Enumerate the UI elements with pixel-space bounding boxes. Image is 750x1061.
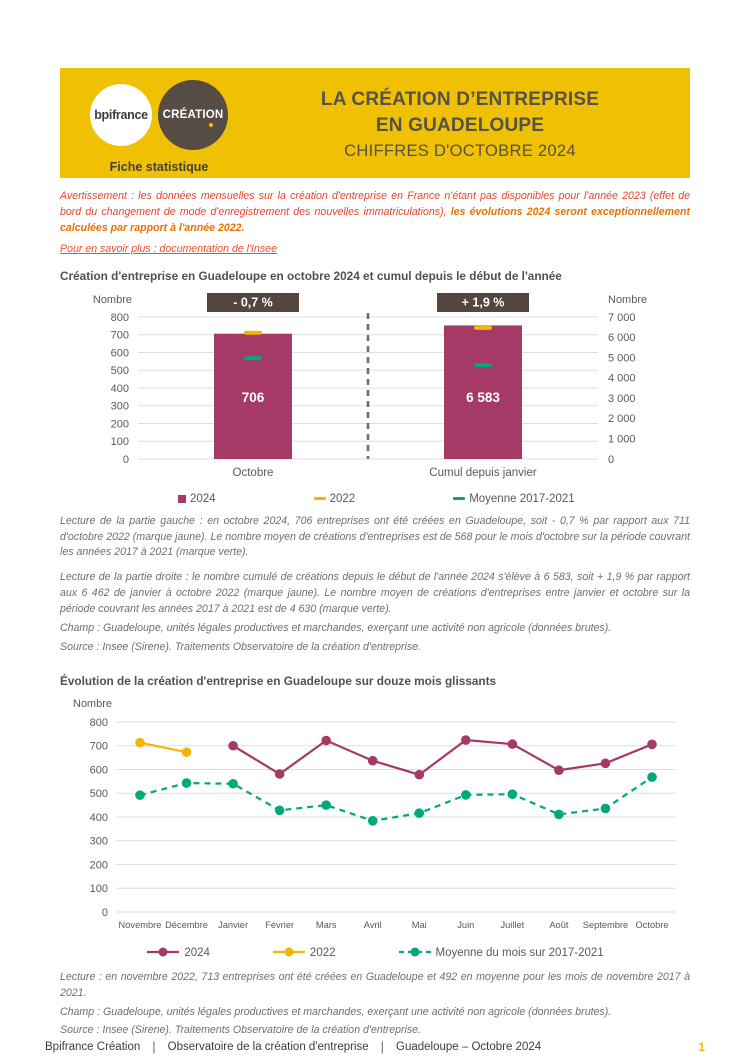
svg-text:3 000: 3 000	[608, 392, 636, 405]
svg-text:Cumul depuis janvier: Cumul depuis janvier	[429, 466, 537, 479]
page-footer	[45, 1039, 705, 1054]
page-number: 1	[698, 1039, 705, 1054]
line-chart-legend	[60, 946, 690, 961]
svg-text:300: 300	[110, 400, 129, 413]
svg-text:0: 0	[122, 453, 129, 466]
svg-text:6 583: 6 583	[466, 389, 500, 405]
legend-item-2024: 2024	[178, 493, 216, 505]
legend-item-2022: 2022	[314, 493, 356, 505]
svg-text:Novembre: Novembre	[118, 919, 162, 930]
line-chart	[60, 696, 690, 961]
champ-note-1: Champ : Guadeloupe, unités légales productives et marchandes, exerçant une activité non agricole (données brutes).	[60, 622, 612, 635]
svg-text:Avril: Avril	[363, 919, 382, 930]
svg-text:200: 200	[110, 417, 129, 430]
svg-text:Juillet: Juillet	[500, 919, 525, 930]
header-banner	[60, 68, 690, 178]
svg-text:6 000: 6 000	[608, 331, 636, 344]
legend-swatch-moyenne	[453, 497, 465, 500]
lecture-note-2: Lecture : en novembre 2022, 713 entreprises ont été créées en Guadeloupe et 492 en moyenne pour les mois de novembre 2017 à 2021.	[60, 970, 690, 999]
svg-text:Septembre: Septembre	[582, 919, 629, 930]
svg-text:5 000: 5 000	[608, 352, 636, 365]
footer-separator: |	[380, 1039, 385, 1055]
svg-text:Mars: Mars	[315, 919, 337, 930]
legend-swatch-2024	[178, 495, 186, 503]
svg-text:Août: Août	[549, 919, 569, 930]
page-title: LA CRÉATION D’ENTREPRISE EN GUADELOUPE	[320, 88, 600, 136]
line-chart-svg	[60, 696, 686, 942]
legend-swatch-line-2022	[272, 946, 306, 961]
svg-text:Janvier: Janvier	[218, 919, 249, 930]
svg-text:4 000: 4 000	[608, 372, 636, 385]
svg-text:Octobre: Octobre	[232, 466, 274, 479]
bar-chart	[60, 291, 690, 505]
line-chart-title: Évolution de la création d'entreprise en Guadeloupe sur douze mois glissants	[60, 673, 497, 688]
svg-text:Octobre: Octobre	[635, 919, 669, 930]
footer-item-observatoire: Observatoire de la création d'entreprise	[167, 1040, 369, 1053]
legend-swatch-2022	[314, 497, 326, 500]
svg-text:1 000: 1 000	[608, 433, 636, 446]
svg-text:Nombre: Nombre	[92, 293, 132, 306]
svg-text:100: 100	[89, 882, 108, 895]
svg-text:Février: Février	[265, 919, 295, 930]
page-subtitle: CHIFFRES D'OCTOBRE 2024	[344, 142, 576, 161]
legend-swatch-line-2024	[146, 946, 180, 961]
svg-text:500: 500	[89, 787, 108, 800]
bar-chart-legend	[60, 493, 690, 505]
legend-item-moyenne: Moyenne 2017-2021	[453, 493, 575, 505]
svg-text:706: 706	[241, 389, 265, 405]
creation-logo	[158, 80, 228, 150]
svg-text:300: 300	[89, 835, 108, 848]
svg-text:700: 700	[89, 740, 108, 753]
source-note-1: Source : Insee (Sirene). Traitements Observatoire de la création d'entreprise.	[60, 640, 422, 653]
insee-documentation-link[interactable]: Pour en savoir plus : documentation de l'Insee	[60, 242, 277, 255]
svg-text:Décembre: Décembre	[165, 919, 208, 930]
svg-text:400: 400	[110, 382, 129, 395]
tagline: Fiche statistique	[109, 160, 209, 174]
svg-text:700: 700	[110, 329, 129, 342]
footer-separator: |	[152, 1039, 156, 1055]
bpifrance-logo-text: bpifrance	[94, 108, 148, 122]
svg-text:Juin: Juin	[457, 919, 475, 930]
lecture-right-note: Lecture de la partie droite : le nombre cumulé de créations depuis le début de l'année 2024 s'élève à 6 583, soit + 1,9 % par rapport aux 6 462 de janvier à octobre 2022 (marque jaune). Le nombre moyen de créations d'entreprises entre janvier et octobre sur la période couvrant les années 2017 à 2021 est de 4 630 (marque verte).	[60, 571, 690, 616]
champ-note-2: Champ : Guadeloupe, unités légales productives et marchandes, exerçant une activité non agricole (données brutes).	[60, 1005, 612, 1018]
svg-text:800: 800	[89, 716, 108, 729]
svg-text:0: 0	[101, 906, 108, 919]
legend-item-line-2022: 2022	[272, 946, 336, 961]
lecture-left-note: Lecture de la partie gauche : en octobre 2024, 706 entreprises ont été créées en Guadeloupe, soit - 0,7 % par rapport aux 711 d'octobre 2022 (marque jaune). Le nombre moyen de créations d'entreprises est de 568 pour le mois d'octobre sur la période couvrant les années 2017 à 2021 (marque verte).	[60, 514, 690, 559]
svg-text:+ 1,9 %: + 1,9 %	[461, 295, 505, 310]
svg-text:600: 600	[89, 764, 108, 777]
legend-item-line-moyenne: Moyenne du mois sur 2017-2021	[398, 946, 604, 961]
svg-text:2 000: 2 000	[608, 412, 636, 425]
bpifrance-logo	[90, 84, 152, 146]
legend-item-line-2024: 2024	[146, 946, 210, 961]
svg-text:800: 800	[110, 311, 129, 324]
warning-text: Avertissement : les données mensuelles sur la création d'entreprise en France n'étant pas disponibles pour l'année 2023 (effet de bord du changement de mode d'enregistrement des nouvelles immatriculations), les évolutions 2024 seront exceptionnellement calculées par rapport à l'année 2022.	[60, 190, 690, 234]
svg-text:Nombre: Nombre	[72, 697, 112, 710]
creation-logo-dot	[209, 123, 213, 127]
svg-text:500: 500	[110, 364, 129, 377]
legend-swatch-line-moyenne	[398, 946, 432, 961]
svg-text:7 000: 7 000	[608, 311, 636, 324]
svg-text:Nombre: Nombre	[608, 293, 648, 306]
svg-text:400: 400	[89, 811, 108, 824]
svg-text:- 0,7 %: - 0,7 %	[233, 295, 273, 310]
footer-item-brand: Bpifrance Création	[45, 1040, 141, 1053]
creation-logo-text: CRÉATION	[162, 109, 224, 121]
bar-chart-title: Création d'entreprise en Guadeloupe en octobre 2024 et cumul depuis le début de l'année	[60, 268, 562, 283]
svg-text:600: 600	[110, 346, 129, 359]
footer-item-region: Guadeloupe – Octobre 2024	[396, 1040, 542, 1053]
svg-text:100: 100	[110, 435, 129, 448]
svg-text:Mai: Mai	[411, 919, 427, 930]
bar-chart-svg	[76, 291, 676, 491]
source-note-2: Source : Insee (Sirene). Traitements Observatoire de la création d'entreprise.	[60, 1024, 422, 1037]
svg-text:0: 0	[608, 453, 615, 466]
svg-text:200: 200	[89, 859, 108, 872]
